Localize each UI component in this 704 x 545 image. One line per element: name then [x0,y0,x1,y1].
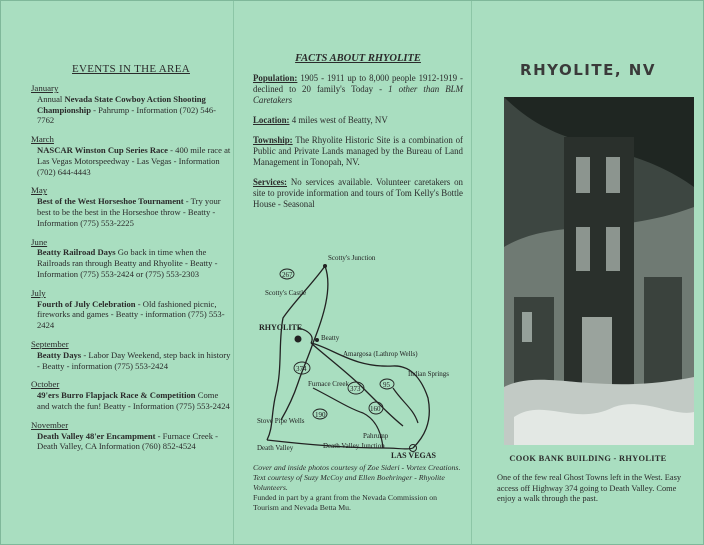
credits [253,463,463,513]
event-name: Beatty Days [37,349,82,360]
brand-title: RHYOLITE, NV [520,61,656,79]
fact-township [253,135,463,168]
event-name: Beatty Railroad Days [37,247,116,258]
fold-line [471,1,472,544]
fact-label: Population: [253,73,298,83]
area-map-drawing [253,248,463,463]
area-map [253,248,463,463]
map-rhyolite: RHYOLITE [259,323,303,332]
map-las-vegas: LAS VEGAS [391,451,436,460]
event-body [31,390,231,412]
map-dv-junction: Death Valley Junction [323,442,385,450]
event-item [31,339,231,371]
map-scottys-castle: Scotty's Castle [265,289,307,297]
event-body [31,94,231,126]
events-list [31,83,231,452]
event-name: Fourth of July Celebration [37,298,136,309]
event-month: September [31,338,69,349]
event-item [31,237,231,280]
photo-caption: COOK BANK BUILDING - RHYOLITE [509,454,667,463]
event-body [31,299,231,331]
event-item [31,83,231,126]
hwy-160-label: 160 [370,405,381,413]
event-details: - 400 mile race at Las Vegas Motorspeedway - Las Vegas - Information (702) 644-4443 [37,144,231,177]
credits-funding: Funded in part by a grant from the Nevada Commission on Tourism and Nevada Betta Mu. [253,493,438,512]
event-item [31,185,231,228]
event-month: November [31,419,69,430]
event-name: Nevada State Cowboy Action Shooting Championship [37,93,206,115]
event-month: July [31,287,46,298]
event-prefix: Annual [37,93,65,104]
events-panel [31,1,231,544]
cover-blurb: One of the few real Ghost Towns left in the West. Easy access off Highway 374 going to Death Valley. Come enjoy a walk through the past. [497,473,682,503]
event-details: - Pahrump - Information (702) 546-7762 [37,104,217,126]
event-item [31,134,231,177]
facts-title: FACTS ABOUT RHYOLITE [295,53,421,64]
event-item [31,420,231,452]
event-month: June [31,236,48,247]
fact-emphasis: 1 other than BLM Caretakers [253,84,463,105]
cook-bank-photo [504,97,694,445]
cook-bank-ruin-image [504,97,694,445]
event-name: NASCAR Winston Cup Series Race [37,144,168,155]
credits-photos: Cover and inside photos courtesy of Zoe Sideri - Vortex Creations. Text courtesy of Suzy McCoy and Ellen Boehringer - Rhyolite Volunteers. [253,463,461,492]
fact-location [253,115,463,126]
event-name: 49'ers Burro Flapjack Race & Competition [37,390,196,401]
hwy-190-label: 190 [315,411,326,419]
event-month: October [31,379,60,390]
event-month: January [31,83,59,93]
fact-population [253,73,463,106]
event-details: - Labor Day Weekend, step back in history - Beatty - information (775) 553-2424 [37,349,231,371]
hwy-374-label: 374 [296,365,307,373]
event-details: - Old fashioned picnic, fireworks and games - Beatty - information (775) 553-2424 [37,298,225,331]
event-body [31,350,231,372]
event-details: - Try your best to be the best in the Horseshoe throw - Beatty - Information (775) 553-2225 [37,196,221,228]
hwy-95-label: 95 [383,381,390,389]
event-body [31,145,231,177]
event-name: Best of the West Horseshoe Tournament [37,196,184,207]
cover-panel [479,1,697,544]
fact-text: 1905 - 1911 up to 8,000 people 1912-1919 - declined to 20 family's Today - [253,73,463,94]
map-amargosa: Amargosa (Lathrop Wells) [343,350,418,358]
event-body [31,247,231,279]
event-body [31,431,231,453]
event-item [31,288,231,331]
events-title: EVENTS IN THE AREA [72,63,190,75]
fold-line [233,1,234,544]
fact-text: 4 miles west of Beatty, NV [289,115,388,125]
event-month: March [31,134,54,145]
fact-text: No services available. Volunteer caretakers on site to provide information and tours of Tom Kelly's Bottle House - Seasonal [253,177,463,209]
fact-label: Location: [253,115,290,125]
fact-label: Township: [253,135,293,145]
map-death-valley: Death Valley [257,444,294,452]
map-indian-springs: Indian Springs [408,370,450,378]
event-item [31,379,231,411]
event-body [31,196,231,228]
fact-text: The Rhyolite Historic Site is a combination of Public and Private Lands managed by the Bureau of Land Management in Tonopah, NV. [253,135,463,167]
hwy-267-label: 267 [282,271,293,279]
map-beatty: Beatty [321,334,340,342]
event-month: May [31,185,48,196]
event-name: Death Valley 48'er Encampment [37,430,156,441]
event-details: Come and watch the fun! Beatty - Information (775) 553-2424 [37,390,230,411]
map-scottys-junction: Scotty's Junction [328,254,376,262]
fact-services [253,177,463,210]
map-furnace-creek: Furnace Creek [308,380,350,388]
event-details: Go back in time when the Railroads ran through Beatty and Rhyolite - Beatty - Information (775) 553-2424 or (775) 553-2303 [37,247,218,279]
hwy-373-label: 373 [350,385,361,393]
map-pahrump: Pahrump [363,432,389,440]
fact-label: Services: [253,177,288,187]
map-stove-pipe-wells: Stove Pipe Wells [257,417,305,425]
event-details: - Furnace Creek - Death Valley, CA Information (760) 852-4524 [37,430,218,452]
facts-panel [253,1,463,544]
